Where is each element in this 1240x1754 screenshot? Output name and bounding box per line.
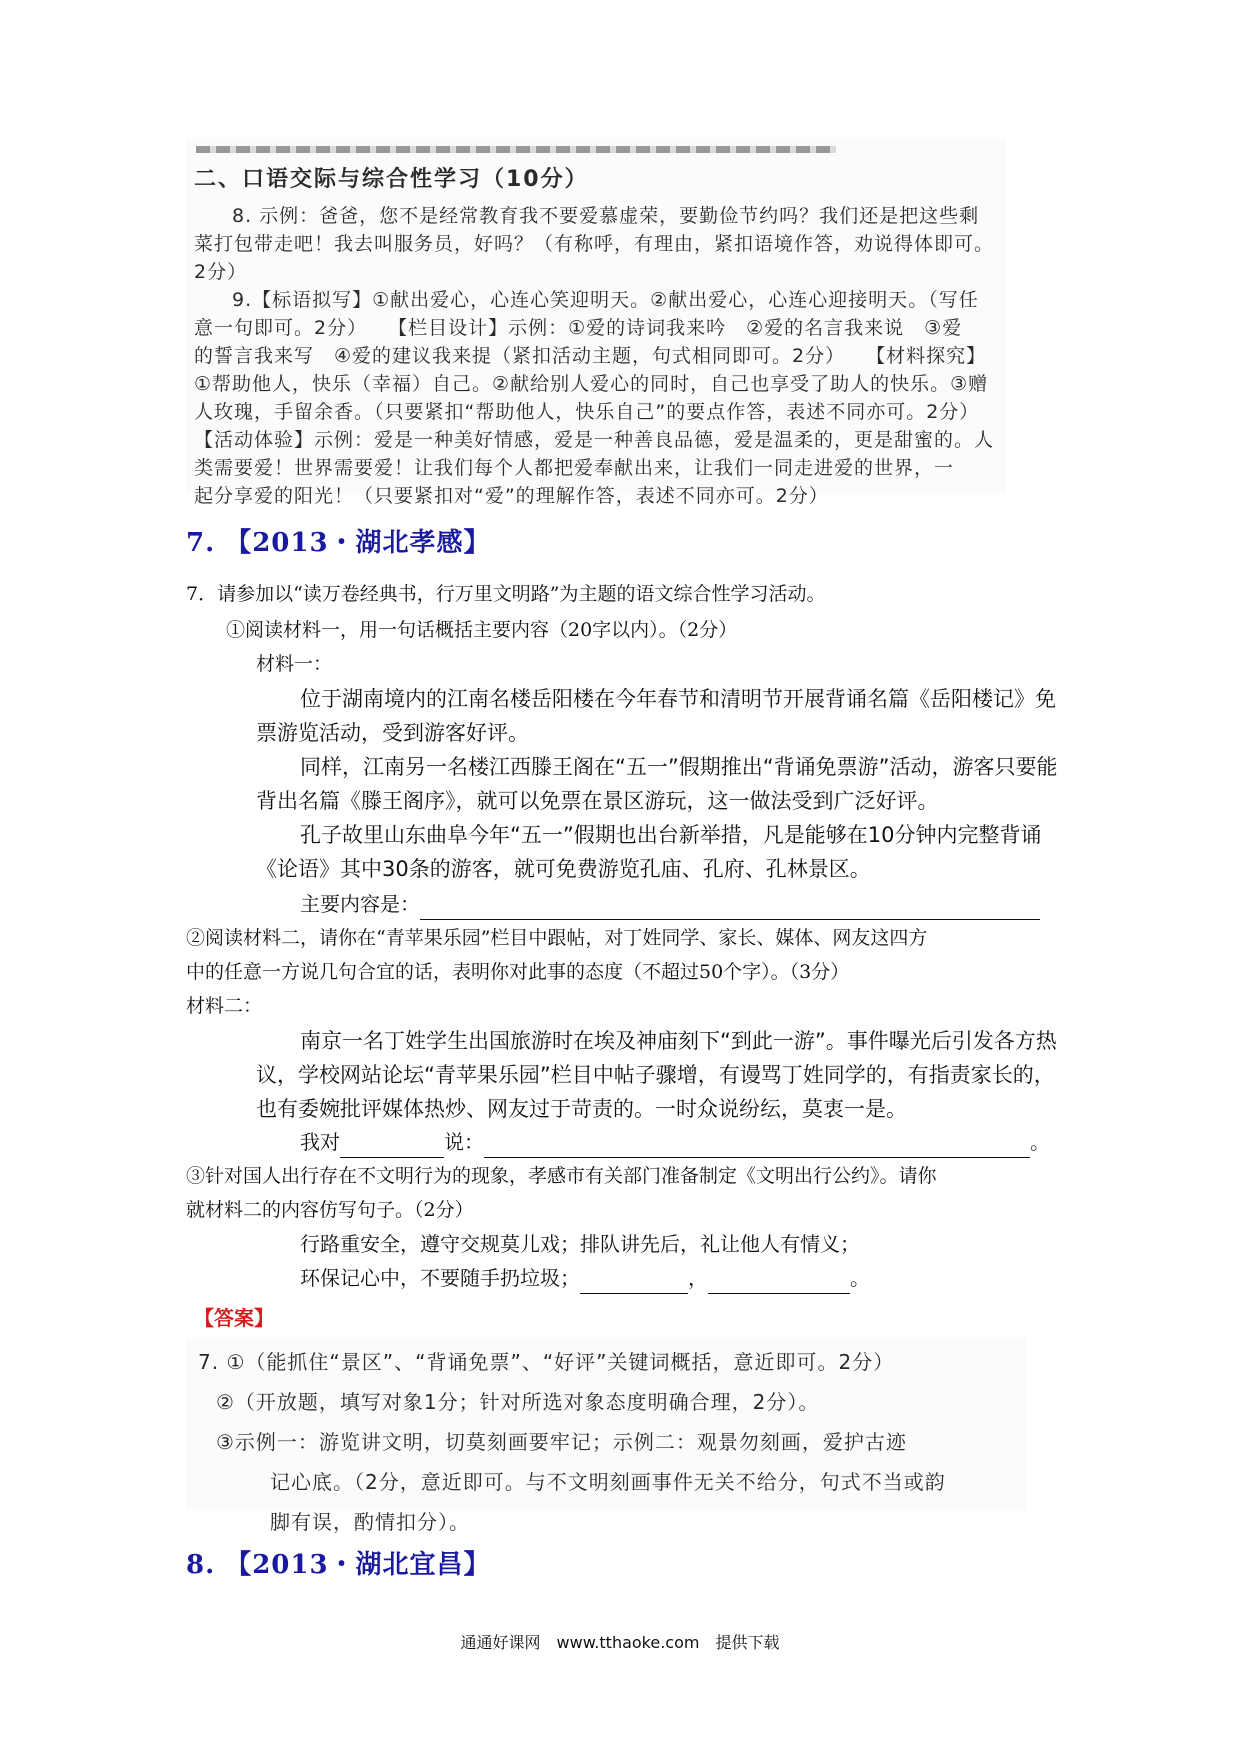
- cropped-text-strip: [196, 146, 836, 153]
- section-7-title: 7. 【2013・湖北孝感】: [186, 528, 491, 558]
- answer-line: 7. ①（能抓住“景区”、“背诵免票”、“好评”关键词概括，意近即可。2分）: [198, 1350, 895, 1374]
- fill-prefix: 我对: [300, 1130, 340, 1154]
- scan-line: 人玫瑰，手留余香。（只要紧扣“帮助他人，快乐自己”的要点作答，表述不同亦可。2分）: [194, 401, 980, 423]
- main-content-label: 主要内容是：: [300, 892, 420, 916]
- question-7-part2-line2: 中的任意一方说几句合宜的话，表明你对此事的态度（不超过50个字）。（3分）: [186, 961, 850, 983]
- scan-line: 【活动体验】示例：爱是一种美好情感，爱是一种善良品德，爱是温柔的，更是甜蜜的。人: [194, 429, 995, 451]
- material2-text: [256, 1024, 1066, 1126]
- scan-answer-body: [198, 1342, 1018, 1542]
- fill-target-blank[interactable]: [340, 1135, 444, 1158]
- page-footer: 通通好课网 www.tthaoke.com 提供下载: [460, 1633, 780, 1652]
- verse-blank-2[interactable]: [708, 1271, 850, 1294]
- question-7-part2-line1: ②阅读材料二，请你在“青苹果乐园”栏目中跟帖，对丁姓同学、家长、媒体、网友这四方: [186, 927, 928, 949]
- material1-paragraph: 位于湖南境内的江南名楼岳阳楼在今年春节和清明节开展背诵名篇《岳阳楼记》免票游览活动，受到游客好评。: [256, 687, 1056, 745]
- scan-line: 9.【标语拟写】①献出爱心，心连心笑迎明天。②献出爱心，心连心迎接明天。（写任: [232, 289, 979, 311]
- answer-line: 记心底。（2分，意近即可。与不文明刻画事件无关不给分，句式不当或韵: [270, 1470, 946, 1494]
- question-7-intro: 7．请参加以“读万卷经典书，行万里文明路”为主题的语文综合性学习活动。: [186, 583, 826, 605]
- question-7-part3-line2: 就材料二的内容仿写句子。（2分）: [186, 1199, 474, 1221]
- scanned-answer-block-top: [186, 138, 1006, 507]
- scan-line: 的誓言我来写 ④爱的建议我来提（紧扣活动主题，句式相同即可。2分） 【材料探究】: [194, 345, 987, 367]
- scan-line: 意一句即可。2分） 【栏目设计】示例：①爱的诗词我来吟 ②爱的名言我来说 ③爱: [194, 317, 963, 339]
- material2-paragraph: 南京一名丁姓学生出国旅游时在埃及神庙刻下“到此一游”。事件曝光后引发各方热议，学校网站论坛“青苹果乐园”栏目中帖子骤增，有谩骂丁姓同学的，有指责家长的，也有委婉批评媒体热炒、网友过于苛责的。一时众说纷纭，莫衷一是。: [256, 1029, 1057, 1121]
- section-8-title: 8. 【2013・湖北宜昌】: [186, 1550, 491, 1580]
- answer-line: 脚有误，酌情扣分）。: [270, 1510, 470, 1534]
- scan-line: 2分）: [194, 261, 248, 283]
- scan-body: [194, 202, 994, 510]
- main-content-row: [300, 888, 1040, 920]
- verse-line-2: [300, 1262, 870, 1294]
- scan-line: 类需要爱！世界需要爱！让我们每个人都把爱奉献出来，让我们一同走进爱的世界，一: [194, 457, 955, 479]
- answer-line: ③示例一：游览讲文明，切莫刻画要牢记；示例二：观景勿刻画，爱护古迹: [216, 1430, 907, 1454]
- material2-label: 材料二：: [186, 995, 263, 1017]
- main-content-blank[interactable]: [420, 897, 1040, 920]
- answer-label: 【答案】: [194, 1306, 274, 1330]
- material1-paragraph: 孔子故里山东曲阜今年“五一”假期也出台新举措，凡是能够在10分钟内完整背诵《论语》其中30条的游客，就可免费游览孔庙、孔府、孔林景区。: [256, 823, 1042, 881]
- scan-line: 起分享爱的阳光！（只要紧扣对“爱”的理解作答，表述不同亦可。2分）: [194, 485, 829, 507]
- fill-mid: 说：: [444, 1130, 484, 1154]
- scan-heading: 二、口语交际与综合性学习（10分）: [194, 167, 589, 192]
- scan-line: 菜打包带走吧！我去叫服务员，好吗？（有称呼，有理由，紧扣语境作答，劝说得体即可。: [194, 233, 995, 255]
- fill-opinion-blank[interactable]: [484, 1135, 1030, 1158]
- material1-paragraph: 同样，江南另一名楼江西滕王阁在“五一”假期推出“背诵免票游”活动，游客只要能背出名篇《滕王阁序》，就可以免票在景区游玩，这一做法受到广泛好评。: [256, 755, 1058, 813]
- verse2-mid: ，: [688, 1266, 708, 1290]
- verse2-end: 。: [850, 1266, 870, 1290]
- question-7-part3-line1: ③针对国人出行存在不文明行为的现象，孝感市有关部门准备制定《文明出行公约》。请你: [186, 1165, 937, 1187]
- scan-line: ①帮助他人，快乐（幸福）自己。②献给别人爱心的同时，自己也享受了助人的快乐。③赠: [194, 373, 989, 395]
- material1-text: [256, 682, 1066, 886]
- verse-blank-1[interactable]: [580, 1271, 688, 1294]
- scanned-answer-block-bottom: [186, 1338, 1026, 1534]
- answer-line: ②（开放题，填写对象1分；针对所选对象态度明确合理，2分）。: [216, 1390, 820, 1414]
- verse2-prefix: 环保记心中，不要随手扔垃圾；: [300, 1266, 580, 1290]
- question-7-part1: ①阅读材料一，用一句话概括主要内容（20字以内）。（2分）: [226, 619, 738, 641]
- opinion-fill-row: [300, 1126, 1050, 1158]
- fill-end: 。: [1030, 1130, 1050, 1154]
- material1-label: 材料一：: [256, 653, 333, 675]
- scan-line: 8. 示例：爸爸，您不是经常教育我不要爱慕虚荣，要勤俭节约吗？我们还是把这些剩: [232, 205, 980, 227]
- verse-line-1: 行路重安全，遵守交规莫儿戏；排队讲先后，礼让他人有情义；: [300, 1232, 860, 1256]
